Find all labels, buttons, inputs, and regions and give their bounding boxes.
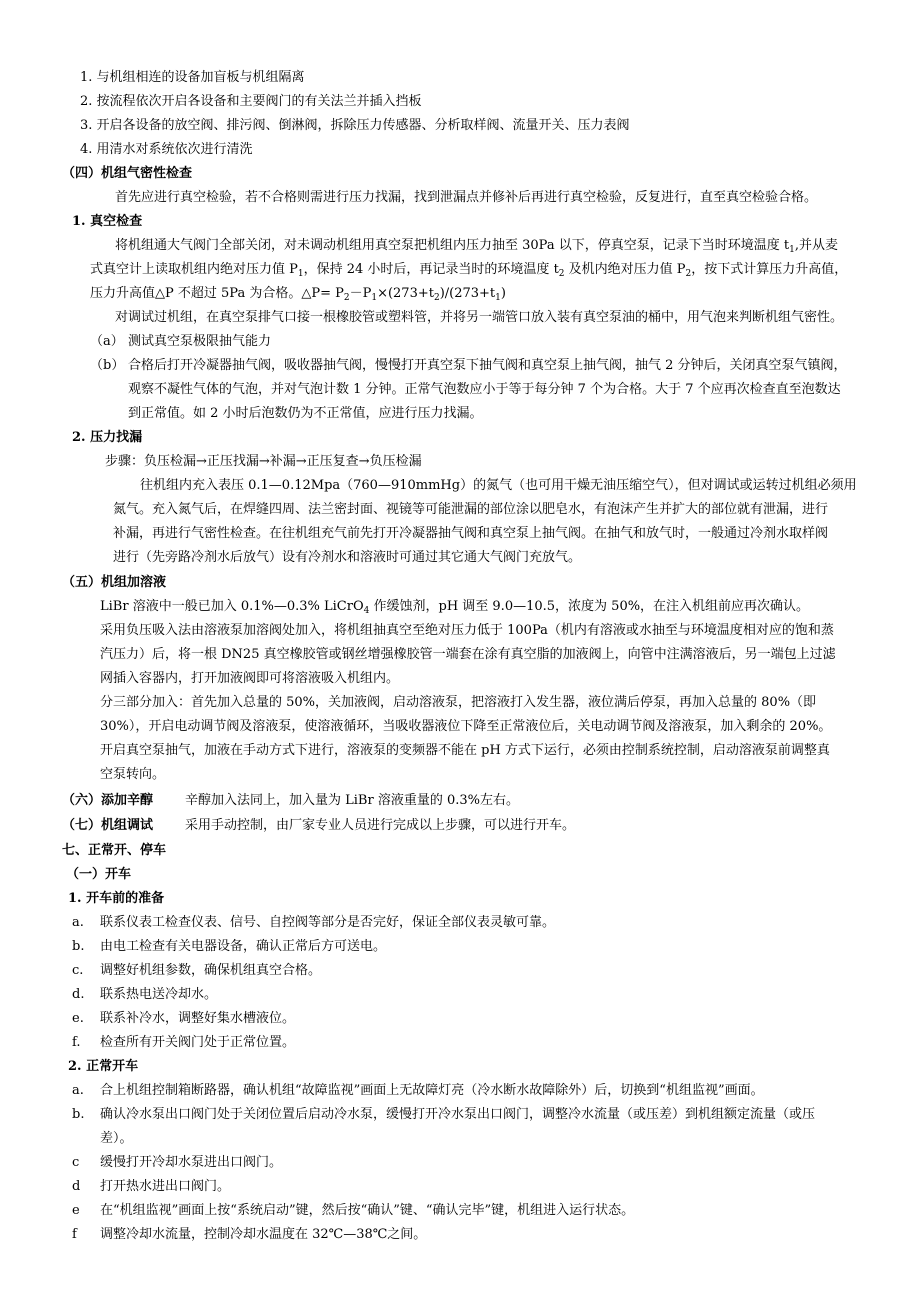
item-text: 检查所有开关阀门处于正常位置。 — [100, 1035, 296, 1050]
paragraph-line: 将机组通大气阀门全部关闭，对未调动机组用真空泵把机组内压力抽至 30Pa 以下，停真空泵，记录下当时环境温度 $t_1$,并从麦 — [115, 238, 838, 255]
section-heading: （一）开车 — [66, 867, 132, 882]
paragraph-line: 分三部分加入：首先加入总量的 50%，关加液阀，启动溶液泵，把溶液打入发生器，液位满后停泵，再加入总量的 80%（即 — [100, 695, 817, 710]
item-label: c. — [72, 963, 84, 978]
paragraph-line: 30%），开启电动调节阀及溶液泵，使溶液循环，当吸收器液位下降至正常液位后，关电动调节阀及溶液泵，加入剩余的 20%。 — [100, 719, 832, 734]
item-text: 测试真空泵极限抽气能力 — [128, 334, 272, 349]
subsection-heading: 2. 压力找漏 — [72, 430, 143, 445]
item-text: 联系热电送冷却水。 — [100, 987, 218, 1002]
item-text: 缓慢打开冷却水泵进出口阀门。 — [100, 1155, 283, 1170]
list-item: 2. 按流程依次开启各设备和主要阀门的有关法兰并插入挡板 — [80, 94, 422, 109]
item-text: 确认冷水泵出口阀门处于关闭位置后启动冷水泵，缓慢打开冷水泵出口阀门，调整冷水流量（或压差）到机组额定流量（或压 — [100, 1107, 816, 1122]
paragraph-line: 进行（先旁路冷剂水后放气）设有冷剂水和溶液时可通过其它通大气阀门充放气。 — [113, 550, 582, 565]
paragraph-line: 采用手动控制，由厂家专业人员进行完成以上步骤，可以进行开车。 — [185, 818, 576, 833]
item-text: 合上机组控制箱断路器，确认机组“故障监视”画面上无故障灯亮（冷水断水故障除外）后，切换到“机组监视”画面。 — [100, 1083, 764, 1098]
item-text: 差）。 — [100, 1131, 133, 1146]
paragraph-line: 对调试过机组，在真空泵排气口接一根橡胶管或塑料管，并将另一端管口放入装有真空泵油的桶中，用气泡来判断机组气密性。 — [115, 310, 844, 325]
item-text: 合格后打开冷凝器抽气阀，吸收器抽气阀，慢慢打开真空泵下抽气阀和真空泵上抽气阀，抽气 2 分钟后，关闭真空泵气镇阀， — [128, 358, 847, 373]
subsection-heading: 1. 开车前的准备 — [68, 891, 165, 906]
item-text: 联系补冷水，调整好集水槽液位。 — [100, 1011, 296, 1026]
section-heading: （四）机组气密性检查 — [62, 166, 193, 181]
item-text: 调整好机组参数，确保机组真空合格。 — [100, 963, 322, 978]
list-item: 4. 用清水对系统依次进行清洗 — [80, 142, 253, 157]
item-text: 观察不凝性气体的气泡，并对气泡计数 1 分钟。正常气泡数应小于等于每分钟 7 个为合格。大于 7 个应再次检查直至泡数达 — [128, 382, 841, 397]
item-label: f. — [72, 1035, 81, 1050]
item-label: a. — [72, 1083, 84, 1098]
paragraph-line: 氮气。充入氮气后，在焊缝四周、法兰密封面、视镜等可能泄漏的部位涂以肥皂水，有泡沫产生并扩大的部位就有泄漏，进行 — [113, 502, 829, 517]
item-label: （b） — [90, 358, 125, 373]
item-label: d — [72, 1179, 81, 1194]
item-label: b. — [72, 1107, 85, 1122]
item-label: e — [72, 1203, 80, 1218]
item-label: d. — [72, 987, 85, 1002]
paragraph-line: 往机组内充入表压 0.1—0.12Mpa（760—910mmHg）的氮气（也可用干燥无油压缩空气），但对调试或运转过机组必须用 — [140, 478, 857, 493]
item-label: c — [72, 1155, 80, 1170]
paragraph-line: 首先应进行真空检验，若不合格则需进行压力找漏，找到泄漏点并修补后再进行真空检验，反复进行，直至真空检验合格。 — [115, 190, 818, 205]
subsection-heading: 1. 真空检查 — [72, 214, 143, 229]
paragraph-line: 式真空计上读取机组内绝对压力值 $P_1$，保持 24 小时后，再记录当时的环境温度 $t_2$ 及机内绝对压力值 $P_2$，按下式计算压力升高值， — [90, 262, 848, 279]
paragraph-line: 汽压力）后，将一根 DN25 真空橡胶管或钢丝增强橡胶管一端套在涂有真空脂的加液阀上，向管中注满溶液后，另一端包上过滤 — [100, 647, 836, 662]
paragraph-line: 采用负压吸入法由溶液泵加溶阀处加入，将机组抽真空至绝对压力低于 100Pa（机内有溶液或水抽至与环境温度相对应的饱和蒸 — [100, 623, 834, 638]
item-label: f — [72, 1227, 77, 1242]
item-text: 由电工检查有关电器设备，确认正常后方可送电。 — [100, 939, 387, 954]
paragraph-line: 开启真空泵抽气，加液在手动方式下进行，溶液泵的变频器不能在 pH 方式下运行，必须由控制系统控制，启动溶液泵前调整真 — [100, 743, 830, 758]
formula-line: 压力升高值△P 不超过 5Pa 为合格。△P= $P_2-P_1\times(273+t_2)/(273+t_1)$ — [90, 286, 506, 303]
paragraph-line: 网插入容器内，打开加液阀即可将溶液吸入机组内。 — [100, 671, 400, 686]
paragraph-line: 辛醇加入法同上，加入量为 LiBr 溶液重量的 0.3%左右。 — [185, 793, 519, 808]
subsection-heading: 2. 正常开车 — [68, 1059, 139, 1074]
paragraph-line: 空泵转向。 — [100, 767, 166, 782]
list-item: 3. 开启各设备的放空阀、排污阀、倒淋阀，拆除压力传感器、分析取样阀、流量开关、压力表阀 — [80, 118, 630, 133]
paragraph-line: 步骤：负压检漏→正压找漏→补漏→正压复查→负压检漏 — [105, 454, 422, 469]
item-text: 调整冷却水流量，控制冷却水温度在 32℃—38℃之间。 — [100, 1227, 427, 1242]
item-label: （a） — [90, 334, 124, 349]
section-heading: （六）添加辛醇 — [62, 793, 154, 808]
chapter-heading: 七、正常开、停车 — [62, 843, 167, 858]
section-heading: （七）机组调试 — [62, 818, 154, 833]
item-text: 联系仪表工检查仪表、信号、自控阀等部分是否完好，保证全部仪表灵敏可靠。 — [100, 915, 556, 930]
item-text: 在“机组监视”画面上按“系统启动”键，然后按“确认”键、“确认完毕”键，机组进入运行状态。 — [100, 1203, 635, 1218]
item-text: 到正常值。如 2 小时后泡数仍为不正常值，应进行压力找漏。 — [128, 406, 483, 421]
section-heading: （五）机组加溶液 — [62, 575, 167, 590]
paragraph-line: LiBr 溶液中一般已加入 0.1%—0.3% LiCrO$_4$ 作缓蚀剂，pH 调至 9.0—10.5，浓度为 50%，在注入机组前应再次确认。 — [100, 599, 810, 616]
item-text: 打开热水进出口阀门。 — [100, 1179, 231, 1194]
item-label: a. — [72, 915, 84, 930]
paragraph-line: 补漏，再进行气密性检查。在往机组充气前先打开冷凝器抽气阀和真空泵上抽气阀。在抽气和放气时，一般通过冷剂水取样阀 — [113, 526, 829, 541]
item-label: e. — [72, 1011, 84, 1026]
list-item: 1. 与机组相连的设备加盲板与机组隔离 — [80, 70, 305, 85]
item-label: b. — [72, 939, 85, 954]
